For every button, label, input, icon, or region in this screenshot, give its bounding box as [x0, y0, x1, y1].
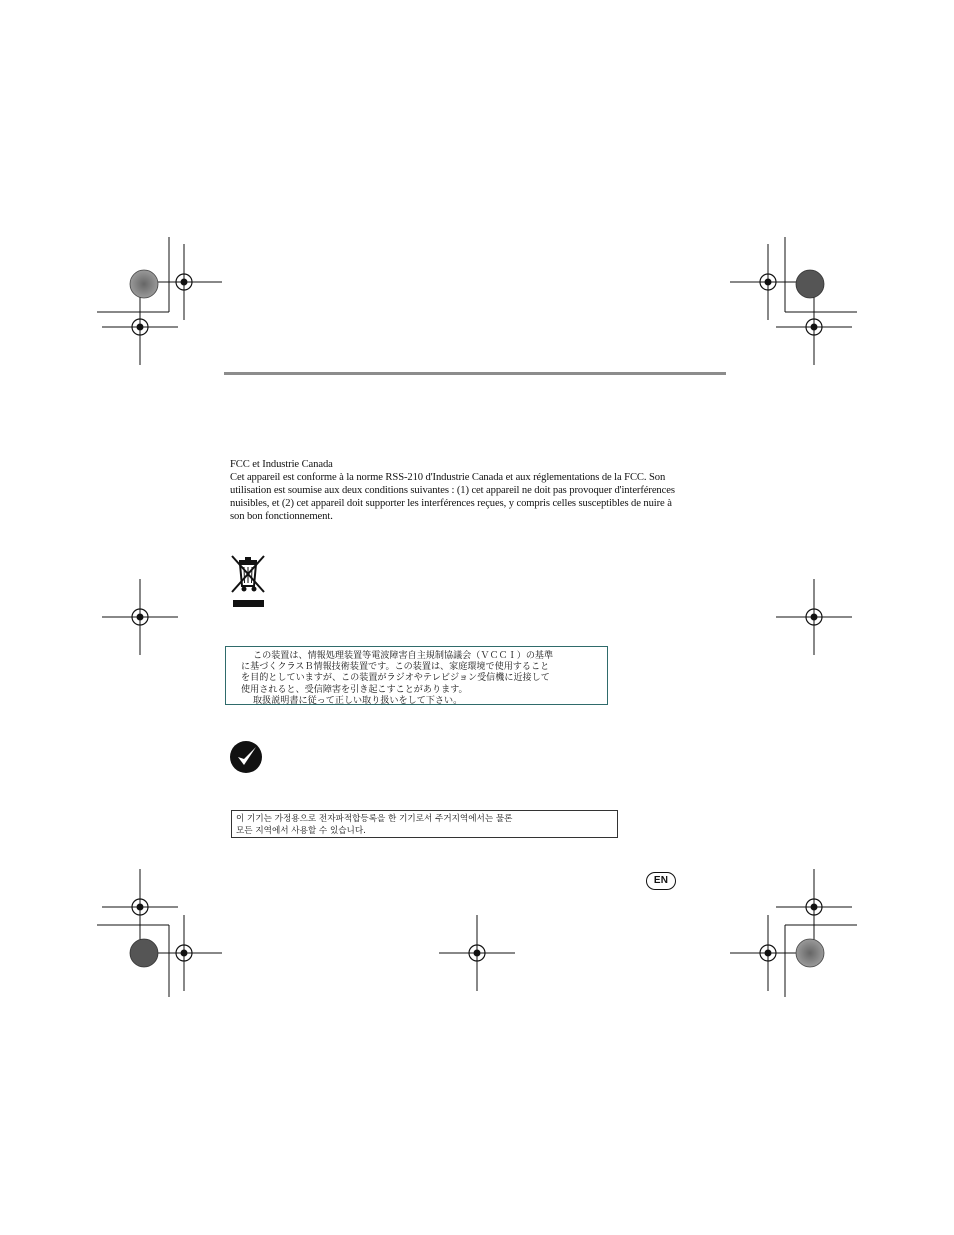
registration-mark-icon	[776, 289, 852, 365]
fcc-heading: FCC et Industrie Canada	[230, 459, 333, 470]
registration-mark-icon	[102, 579, 178, 655]
fcc-line: utilisation est soumise aux deux conditions suivantes : (1) cet appareil ne doit pas provoquer d'interférences	[230, 484, 675, 496]
korean-line: 모든 지역에서 사용할 수 있습니다.	[236, 826, 366, 836]
registration-mark-icon	[730, 915, 806, 991]
registration-mark-icon	[776, 579, 852, 655]
korean-line: 이 기기는 가정용으로 전자파적합등록을 한 기기로서 주거지역에서는 물론	[236, 814, 513, 824]
star-target-icon	[130, 270, 158, 298]
registration-mark-icon	[102, 869, 178, 945]
vcci-line: この装置は、情報処理装置等電波障害自主規制協議会（ＶＣＣＩ）の基準	[253, 651, 554, 661]
star-target-icon	[796, 270, 824, 298]
fcc-line: Cet appareil est conforme à la norme RSS-210 d'Industrie Canada et aux réglementations de la FCC. Son	[230, 471, 666, 483]
fcc-line: son bon fonctionnement.	[230, 510, 333, 522]
fcc-line: nuisibles, et (2) cet appareil doit supporter les interférences reçues, y compris celles susceptibles de nuire à	[230, 497, 672, 509]
vcci-line: 使用されると、受信障害を引き起こすことがあります。	[241, 684, 468, 695]
korean-notice	[231, 810, 618, 838]
star-target-icon	[130, 939, 158, 967]
crossed-out-wheelie-bin-icon	[230, 554, 268, 610]
vcci-notice	[225, 646, 608, 705]
vcci-line: を目的としていますが、この装置がラジオやテレビジョン受信機に近接して	[241, 673, 550, 684]
fcc-notice	[230, 459, 720, 524]
language-badge: EN	[646, 872, 676, 890]
vcci-line: に基づくクラスＢ情報技術装置です。この装置は、家庭環境で使用すること	[241, 662, 550, 673]
registration-mark-icon	[146, 244, 222, 320]
header-rule	[224, 372, 726, 375]
star-target-icon	[796, 939, 824, 967]
c-tick-mark-icon	[229, 740, 263, 774]
registration-mark-icon	[730, 244, 806, 320]
vcci-line: 取扱説明書に従って正しい取り扱いをして下さい。	[253, 695, 463, 706]
registration-mark-icon	[102, 289, 178, 365]
registration-mark-icon	[776, 869, 852, 945]
registration-mark-icon	[146, 915, 222, 991]
registration-mark-icon	[439, 915, 515, 991]
